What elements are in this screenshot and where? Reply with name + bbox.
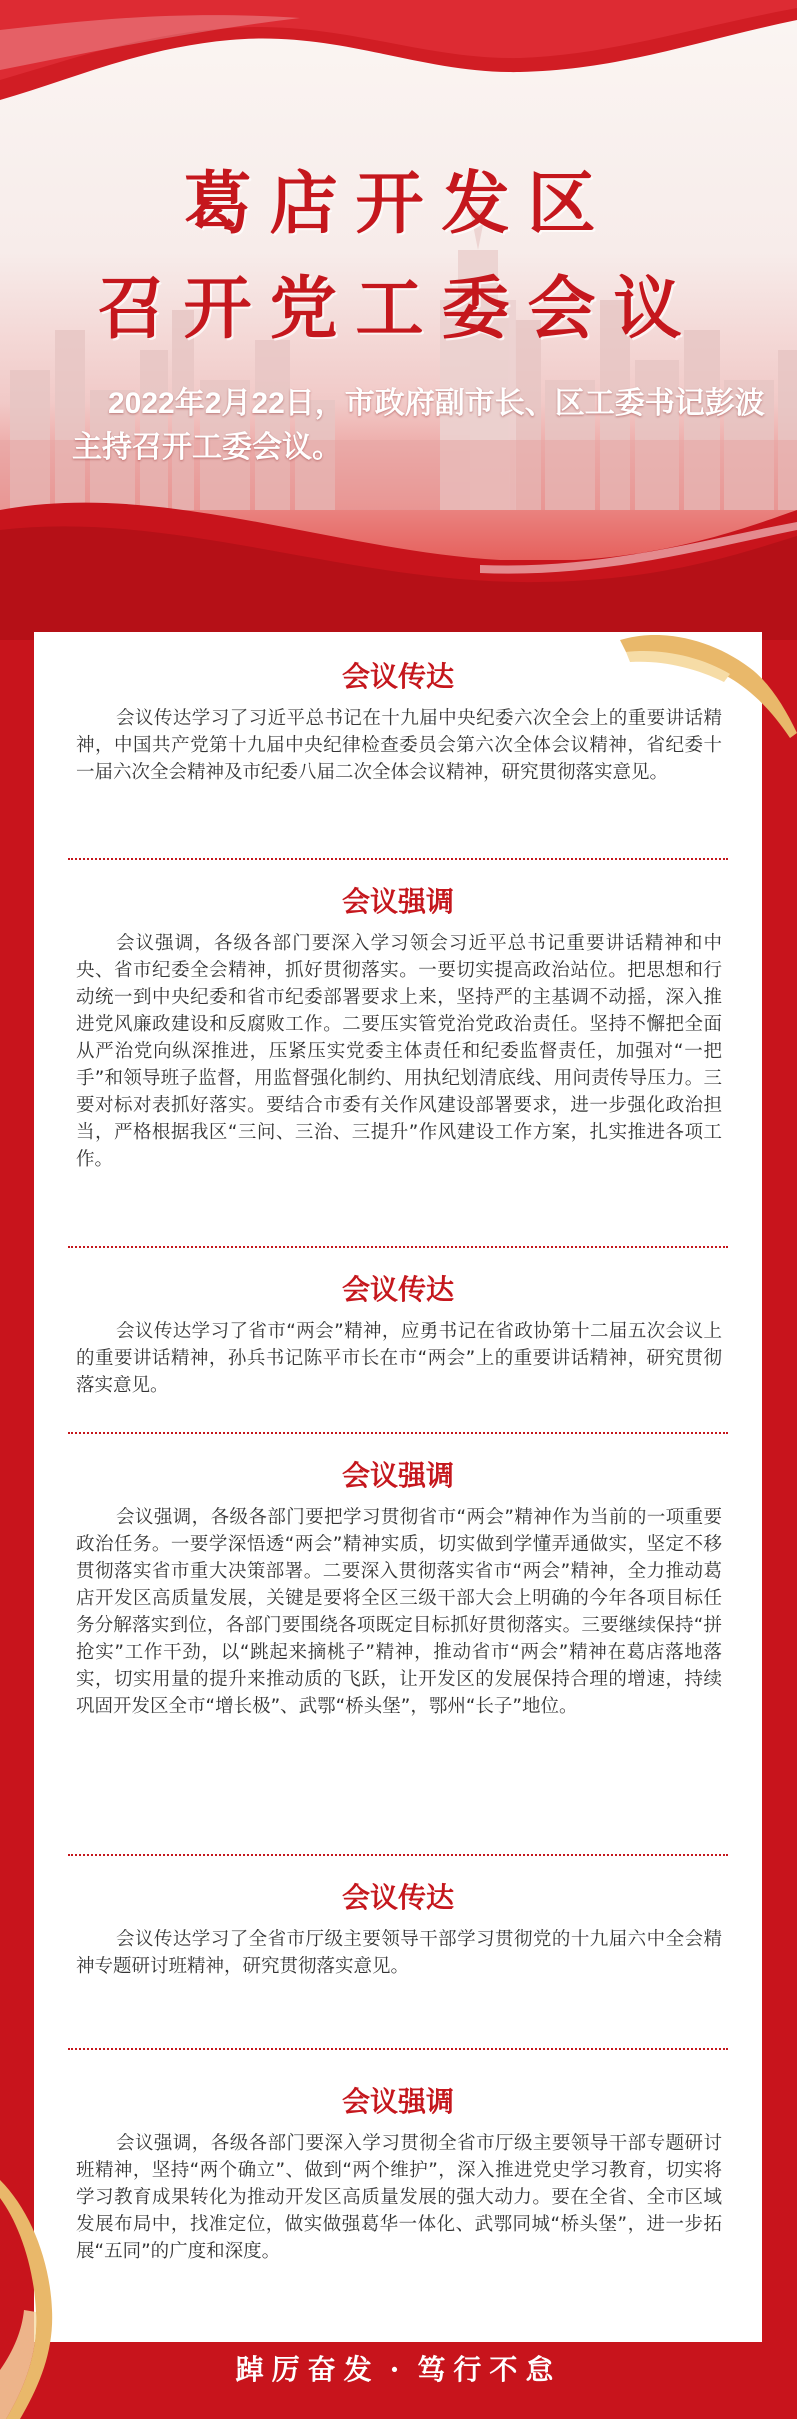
dotted-divider (68, 858, 728, 860)
section-title: 会议强调 (341, 886, 454, 917)
red-wave-divider (0, 470, 797, 640)
section-conveyed-1 (34, 655, 762, 786)
dotted-divider (68, 1854, 728, 1856)
section-title: 会议传达 (341, 661, 454, 692)
section-body: 会议传达学习了省市“两会”精神，应勇书记在省政协第十二届五次会议上的重要讲话精神，孙兵书记陈平市长在市“两会”上的重要讲话精神，研究贯彻落实意见。 (76, 1321, 722, 1396)
section-body: 会议传达学习了全省市厅级主要领导干部学习贯彻党的十九届六中全会精神专题研讨班精神，研究贯彻落实意见。 (76, 1929, 722, 1977)
section-title: 会议强调 (341, 2086, 454, 2117)
section-title: 会议传达 (341, 1274, 454, 1305)
section-conveyed-2 (34, 1268, 762, 1399)
section-title: 会议强调 (341, 1460, 454, 1491)
section-body: 会议强调，各级各部门要深入学习领会习近平总书记重要讲话精神和中央、省市纪委全会精神，抓好贯彻落实。一要切实提高政治站位。把思想和行动统一到中央纪委和省市纪委部署要求上来，坚持严的主基调不动摇，深入推进党风廉政建设和反腐败工作。二要压实管党治党政治责任。坚持不懈把全面从严治党向纵深推进，压紧压实党委主体责任和纪委监督责任，加强对“一把手”和领导班子监督，用监督强化制约、用执纪划清底线、用问责传导压力。三要对标对表抓好落实。要结合市委有关作风建设部署要求，进一步强化政治担当，严格根据我区“三问、三治、三提升”作风建设工作方案，扎实推进各项工作。 (76, 933, 722, 1170)
section-body: 会议传达学习了习近平总书记在十九届中央纪委六次全会上的重要讲话精神，中国共产党第十九届中央纪律检查委员会第六次全体会议精神，省纪委十一届六次全会精神及市纪委八届二次全体会议精神，研究贯彻落实意见。 (76, 708, 722, 783)
intro-text: 2022年2月22日，市政府副市长、区工委书记彭波主持召开工委会议。 (72, 387, 765, 464)
footer-slogan-right: 笃行不怠 (417, 2353, 562, 2386)
dotted-divider (68, 2048, 728, 2050)
title-line-2: 召开党工委会议 (97, 269, 700, 349)
red-silk-ribbon (0, 0, 797, 120)
footer-separator: · (389, 2353, 408, 2386)
section-title: 会议传达 (341, 1882, 454, 1913)
section-body: 会议强调，各级各部门要把学习贯彻省市“两会”精神作为当前的一项重要政治任务。一要学深悟透“两会”精神实质，切实做到学懂弄通做实，坚定不移贯彻落实省市重大决策部署。二要深入贯彻落实省市“两会”精神，全力推动葛店开发区高质量发展，关键是要将全区三级干部大会上明确的今年各项目标任务分解落实到位，各部门要围绕各项既定目标抓好贯彻落实。三要继续保持“拼抢实”工作干劲，以“跳起来摘桃子”精神，推动省市“两会”精神在葛店落地落实，切实用量的提升来推动质的飞跃，让开发区的发展保持合理的增速，持续巩固开发区全市“增长极”、武鄂“桥头堡”，鄂州“长子”地位。 (76, 1507, 722, 1717)
section-conveyed-3 (34, 1876, 762, 1980)
section-emphasized-3 (34, 2080, 762, 2265)
footer-slogan (0, 2340, 797, 2400)
section-emphasized-2 (34, 1454, 762, 1720)
dotted-divider (68, 1246, 728, 1248)
section-emphasized-1 (34, 880, 762, 1173)
dotted-divider (68, 1432, 728, 1434)
footer-slogan-left: 踔厉奋发 (235, 2353, 380, 2386)
section-body: 会议强调，各级各部门要深入学习贯彻全省市厅级主要领导干部专题研讨班精神，坚持“两个确立”、做到“两个维护”，深入推进党史学习教育，切实将学习教育成果转化为推动开发区高质量发展的强大动力。要在全省、全市区域发展布局中，找准定位，做实做强葛华一体化、武鄂同城“桥头堡”，进一步拓展“五同”的广度和深度。 (76, 2133, 722, 2262)
title-line-1: 葛店开发区 (183, 164, 614, 244)
